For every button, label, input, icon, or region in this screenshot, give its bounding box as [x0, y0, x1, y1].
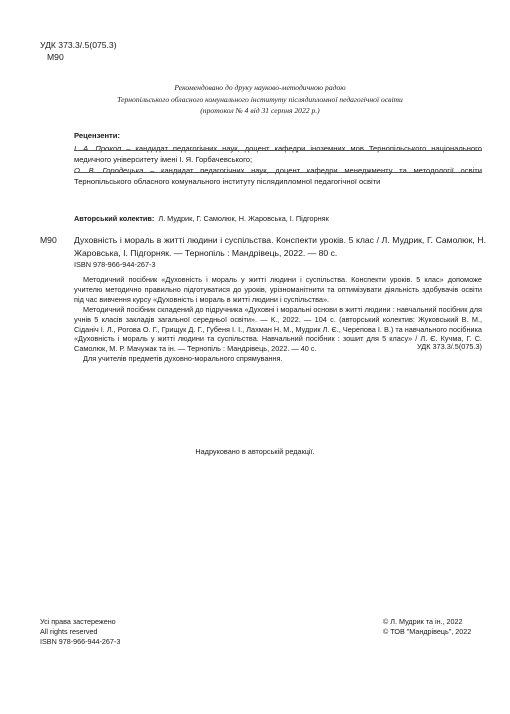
reviewer-entry [74, 165, 482, 187]
authors-label: Авторський колектив: [74, 214, 155, 223]
recommendation-line: (протокол № 4 від 31 серпня 2022 р.) [200, 106, 320, 115]
udk-code: УДК 373.3/.5(075.3) [40, 40, 117, 50]
annotation-paragraph: Методичний посібник «Духовність і мораль у житті людини і суспільства. Конспекти уроків. 5 клас» допоможе учителю методично правильно підготуватися до уроків, урізноманітнити та оптимізувати діяльність здобувачів освіти під час вивчення курсу «Духовність і мораль в житті людини і суспільства». [74, 275, 482, 304]
footer-isbn: ISBN 978-966-944-267-3 [40, 637, 121, 647]
copyright-authors: © Л. Мудрик та ін., 2022 [383, 617, 463, 626]
reviewer-entry [74, 143, 482, 165]
reviewer-divider [74, 150, 482, 151]
reviewer-description: – кандидат педагогічних наук, доцент кафедри менеджменту та методології освіти Тернопільського обласного комунального інституту післядипломної педагогічної освіти [74, 166, 482, 186]
catalog-entry [40, 234, 486, 259]
authors-names: Л. Мудрик, Г. Самолюк, Н. Жаровська, І. Підгорняк [158, 214, 329, 223]
udk-block [40, 39, 117, 63]
reviewer-description: – кандидат педагогічних наук, доцент кафедри іноземних мов Тернопільського національного медичного університету імені І. Я. Горбачевського; [74, 144, 482, 164]
catalog-mark: М90 [40, 235, 57, 245]
reviewer-name: О. В. Городецька [74, 166, 144, 175]
catalog-title: Духовність і мораль в житті людини і суспільства. Конспекти уроків. 5 клас / Л. Мудрик, Г. Самолюк, Н. Жаровська, І. Підгорняк. — Тернопіль : Мандрівець, 2022. — 80 с. [74, 235, 486, 258]
recommendation-line: Рекомендовано до друку науково-методичною радою [174, 83, 346, 92]
isbn: ISBN 978-966-944-267-3 [74, 260, 156, 269]
rights-reserved-ua: Усі права застережено [40, 617, 116, 626]
copyright-publisher: © ТОВ "Мандрівець", 2022 [383, 627, 472, 637]
recommendation-line: Тернопільського обласного комунального інституту післядипломної педагогічної освіти [117, 94, 403, 104]
annotation-paragraph: Методичний посібник складений до підручника «Духовні і моральні основи в житті людини : навчальний посібник для учнів 5 класів закладів загальної середньої освіти». — К., 2022. — 104 с. (авторський колектив: Жуковський В. М., Сіданіч І. Л., Рогова О. Г., Грищук Д. Г., Губеня І. І., Лахман Н. М., Мудрик Л. Є., Черепова І. В.) та навчального посібника «Духовність і мораль у житті людини та суспільства. Навчальний посібник : зошит для 5 класу» / Л. Є. Кучма, Г. С. Самолюк, М. Р. Мачужак та ін. — Тернопіль : Мандрівець, 2022. — 40 с. [74, 304, 482, 354]
udk-right: УДК 373.3/.5(075.3) [416, 342, 482, 351]
reviewer-name: І. А. Прокоп [74, 144, 122, 153]
author-mark: М90 [47, 52, 64, 62]
footer-right [383, 617, 471, 637]
reviewers-heading: Рецензенти: [74, 131, 120, 140]
annotation-paragraph: Для учителів предметів духовно-морального спрямування. [83, 354, 283, 364]
recommendation-block [70, 82, 450, 117]
reviewers-block [74, 130, 482, 187]
footer-left [40, 617, 120, 648]
authors-line [74, 213, 329, 224]
rights-reserved-en: All rights reserved [40, 627, 98, 637]
reviewer-divider [74, 172, 482, 173]
printed-note: Надруковано в авторській редакції. [195, 447, 315, 456]
